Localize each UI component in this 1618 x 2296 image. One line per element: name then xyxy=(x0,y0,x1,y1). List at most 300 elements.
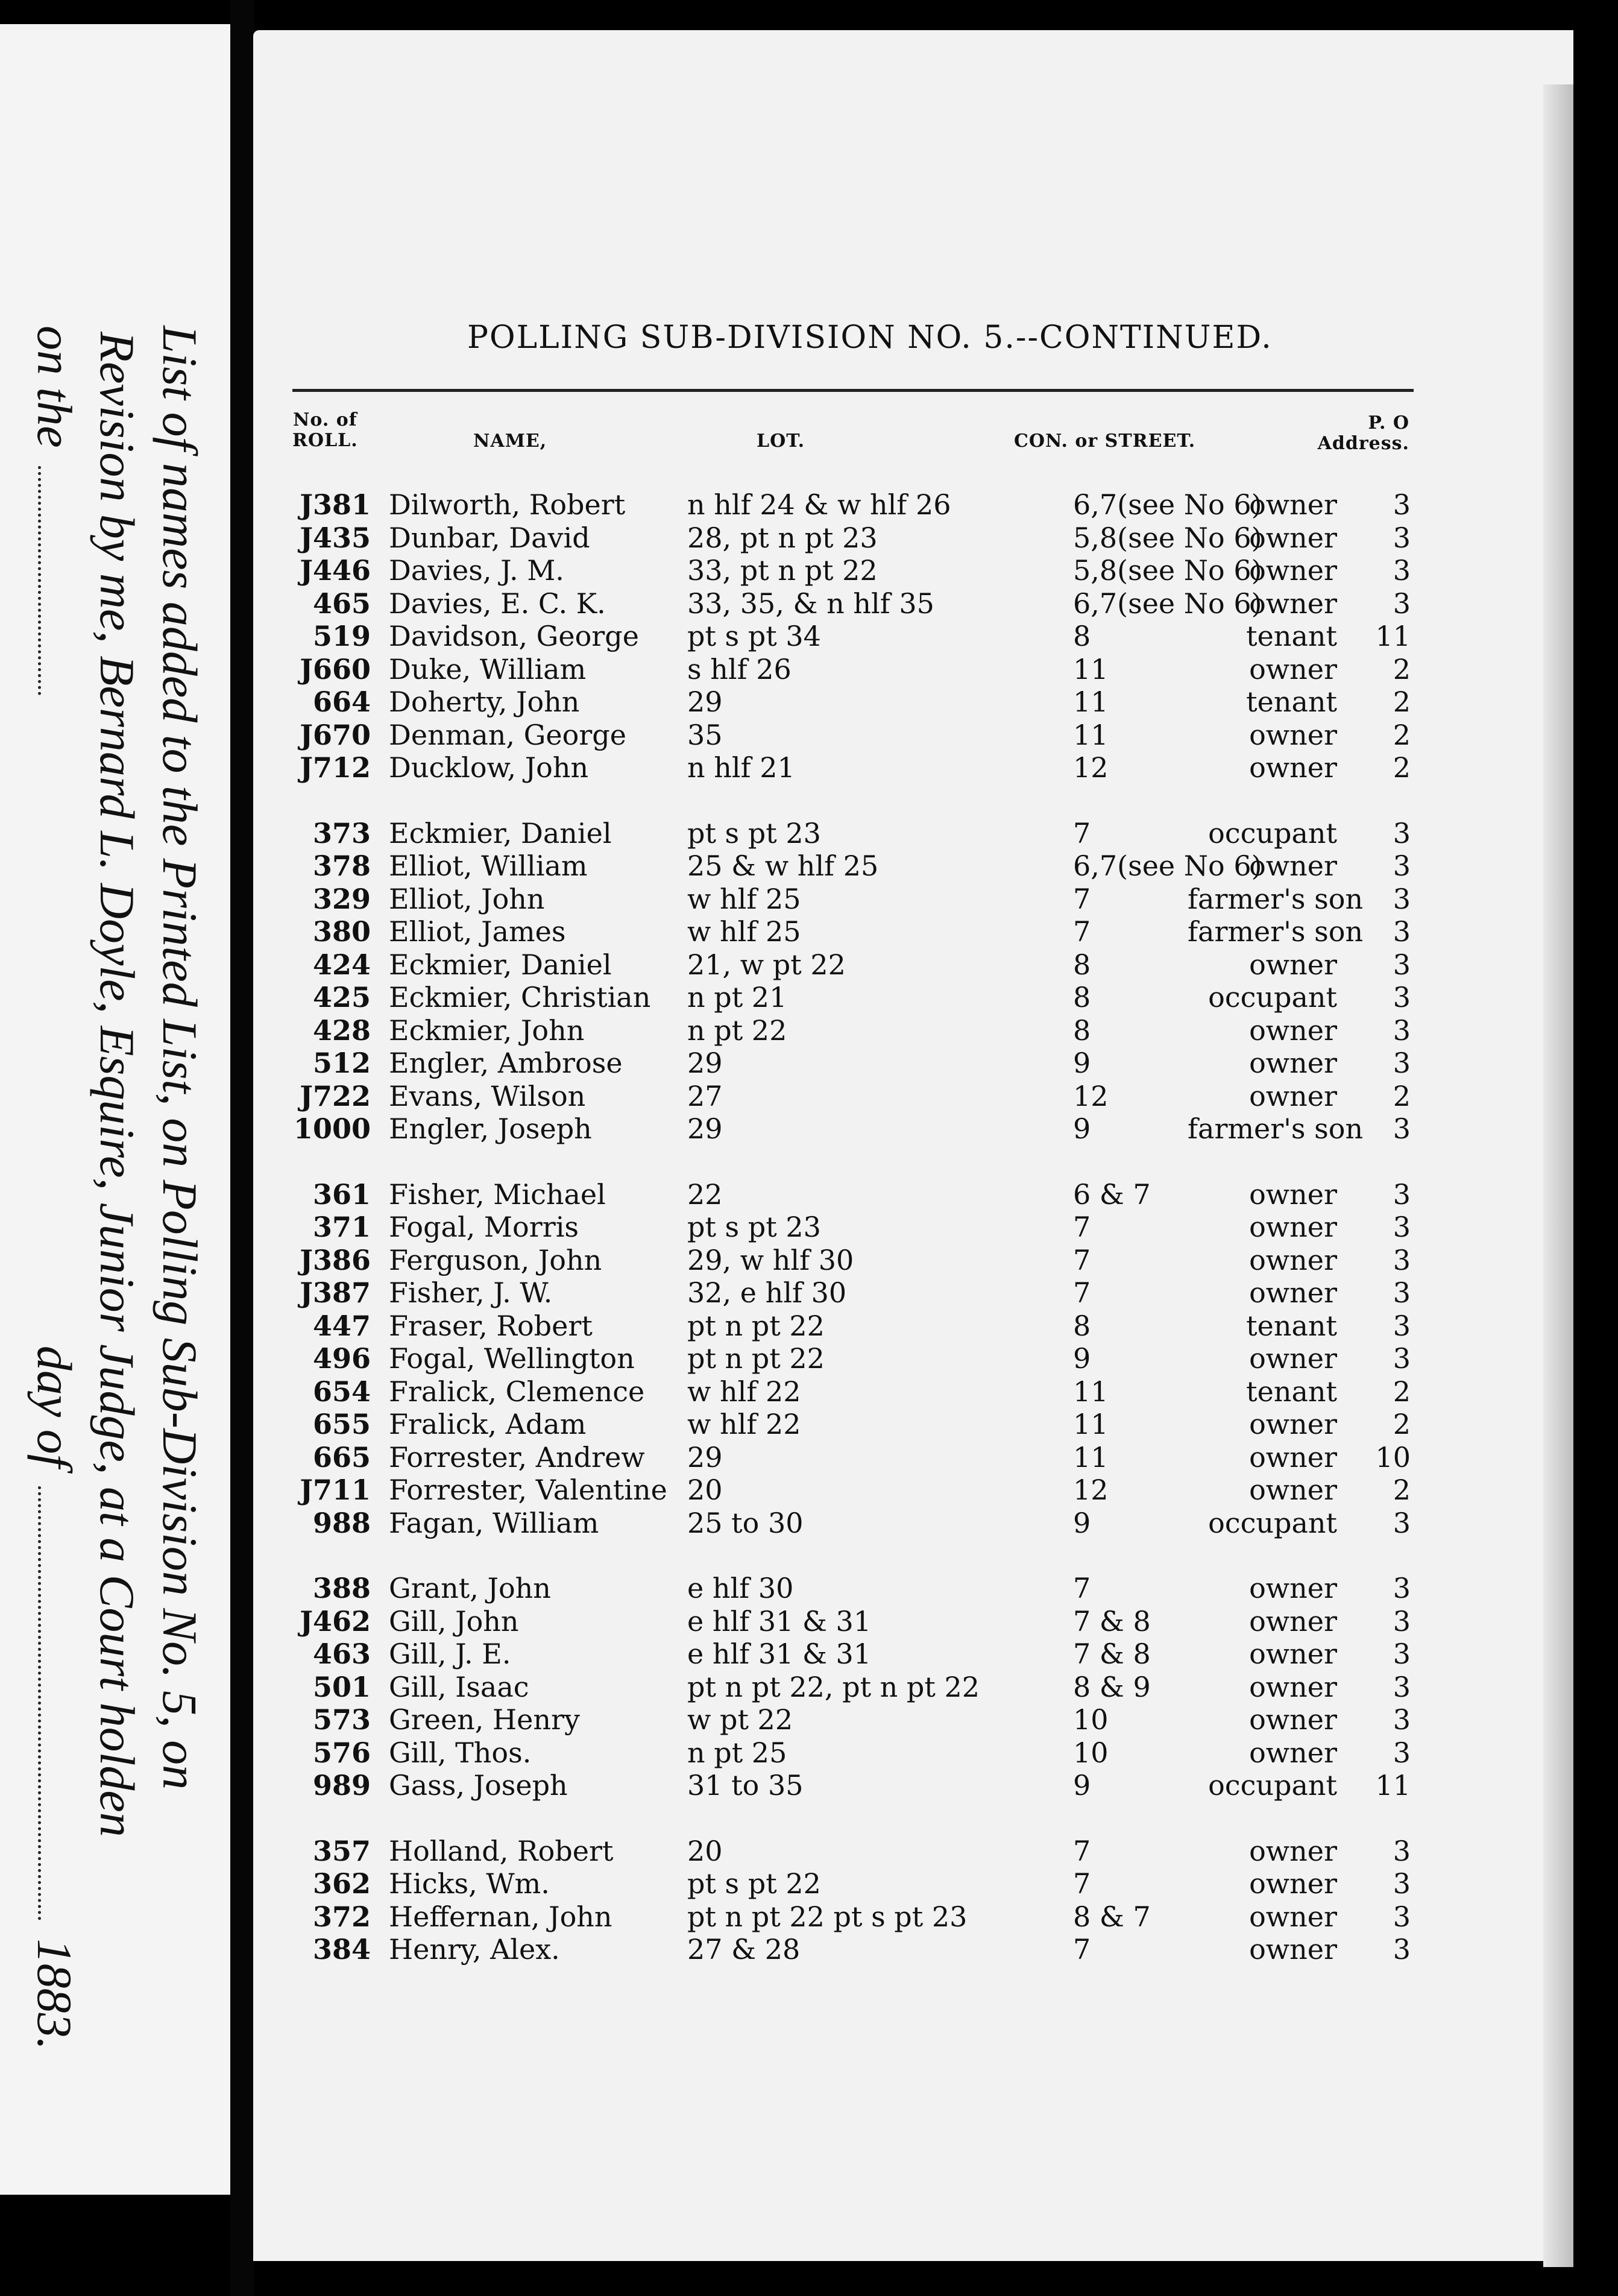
concession: 12 xyxy=(1073,1079,1109,1112)
header-roll xyxy=(292,410,358,451)
concession: 7 xyxy=(1073,1243,1091,1276)
table-row xyxy=(253,587,1573,620)
concession: 11 xyxy=(1073,718,1109,751)
header-name: NAME, xyxy=(473,430,547,452)
po-address: 2 xyxy=(1393,1474,1411,1506)
voter-name: Fogal, Morris xyxy=(389,1211,579,1243)
concession: 7 xyxy=(1073,1211,1091,1243)
table-row xyxy=(253,1408,1573,1441)
lot: 27 xyxy=(687,1079,723,1112)
roll-number: 361 xyxy=(312,1178,371,1211)
revision-note-line-1: List of names added to the Printed List, on Polling Sub-Division No. 5, on xyxy=(153,326,207,1790)
status: owner xyxy=(1249,1670,1337,1703)
roll-number: 501 xyxy=(312,1670,371,1703)
concession: 8 xyxy=(1073,1309,1091,1342)
roll-number: J387 xyxy=(300,1276,371,1309)
concession: 8 & 7 xyxy=(1073,1900,1151,1933)
po-address: 2 xyxy=(1393,652,1411,686)
roll-number: 424 xyxy=(312,948,371,981)
revision-note-line-2: Revision by me, Bernard L. Doyle, Esquire, Junior Judge, at a Court holden xyxy=(90,332,145,1837)
roll-number: 372 xyxy=(312,1900,371,1933)
status: owner xyxy=(1249,751,1337,784)
roll-number: 378 xyxy=(312,850,371,882)
po-address: 3 xyxy=(1393,1276,1411,1309)
concession: 8 xyxy=(1073,1014,1091,1047)
voter-name: Forrester, Valentine xyxy=(389,1474,667,1506)
right-page xyxy=(253,30,1573,2261)
status: owner xyxy=(1249,1408,1337,1440)
lot: 21, w pt 22 xyxy=(687,948,846,981)
table-row xyxy=(253,1441,1573,1474)
table-row xyxy=(253,1835,1573,1868)
roll-number: J386 xyxy=(300,1243,371,1276)
status: owner xyxy=(1249,1211,1337,1243)
lot: 20 xyxy=(687,1474,723,1506)
po-address: 3 xyxy=(1393,1572,1411,1604)
po-address: 3 xyxy=(1393,1506,1411,1539)
po-address: 3 xyxy=(1393,1178,1411,1211)
concession: 8 & 9 xyxy=(1073,1670,1151,1703)
po-address: 10 xyxy=(1375,1440,1411,1474)
status: owner xyxy=(1249,1900,1337,1933)
po-address: 3 xyxy=(1393,554,1411,587)
table-row xyxy=(253,1703,1573,1736)
book-spine xyxy=(230,0,254,2296)
po-address: 2 xyxy=(1393,1375,1411,1408)
concession: 10 xyxy=(1073,1703,1109,1736)
table-row xyxy=(253,751,1573,784)
lot: 32, e hlf 30 xyxy=(687,1276,847,1309)
voter-name: Gass, Joseph xyxy=(389,1769,568,1802)
roll-number: 655 xyxy=(312,1408,371,1440)
lot: 29, w hlf 30 xyxy=(687,1243,854,1276)
table-row xyxy=(253,1342,1573,1375)
table-row xyxy=(253,1474,1573,1507)
status: owner xyxy=(1249,1933,1337,1966)
voter-name: Engler, Joseph xyxy=(389,1112,592,1145)
header-rule xyxy=(292,389,1414,392)
concession: 5,8(see No 6) xyxy=(1073,554,1262,587)
concession: 9 xyxy=(1073,1047,1091,1079)
po-address: 3 xyxy=(1393,981,1411,1014)
po-address: 3 xyxy=(1393,1900,1411,1933)
month-blank xyxy=(38,1486,41,1920)
left-page xyxy=(0,24,230,2195)
table-row xyxy=(253,1769,1573,1802)
roll-number: 329 xyxy=(312,882,371,915)
status: owner xyxy=(1249,1604,1337,1638)
voter-name: Eckmier, John xyxy=(389,1014,585,1047)
lot: pt n pt 22 xyxy=(687,1342,825,1375)
status: tenant xyxy=(1246,1375,1337,1408)
lot: w hlf 25 xyxy=(687,882,801,915)
status: owner xyxy=(1249,587,1337,620)
table-row xyxy=(253,1375,1573,1408)
voter-name: Gill, John xyxy=(389,1604,519,1638)
concession: 11 xyxy=(1073,1440,1109,1474)
po-address: 3 xyxy=(1393,1834,1411,1867)
roll-number: 988 xyxy=(312,1506,371,1539)
roll-number: 496 xyxy=(312,1342,371,1375)
status: owner xyxy=(1249,652,1337,686)
header-po-line-1: P. O xyxy=(1368,412,1409,434)
roll-number: 380 xyxy=(312,915,371,948)
roll-number: 388 xyxy=(312,1572,371,1604)
voter-name: Engler, Ambrose xyxy=(389,1047,623,1079)
concession: 12 xyxy=(1073,1474,1109,1506)
table-row xyxy=(253,1047,1573,1080)
lot: pt s pt 23 xyxy=(687,816,821,850)
status: owner xyxy=(1249,948,1337,981)
table-row xyxy=(253,1638,1573,1671)
voter-name: Henry, Alex. xyxy=(389,1933,560,1966)
table-row xyxy=(253,1867,1573,1900)
voter-name: Elliot, James xyxy=(389,915,566,948)
concession: 8 xyxy=(1073,981,1091,1014)
roll-number: J446 xyxy=(300,554,371,587)
status: farmer's son xyxy=(1188,1112,1364,1145)
table-row xyxy=(253,1310,1573,1343)
status: owner xyxy=(1249,1342,1337,1375)
header-con-or-street: CON. or STREET. xyxy=(1014,430,1196,452)
status: owner xyxy=(1249,1276,1337,1309)
revision-note-line-3 xyxy=(23,326,86,2050)
concession: 9 xyxy=(1073,1506,1091,1539)
voter-name: Davies, E. C. K. xyxy=(389,587,606,620)
voter-name: Fogal, Wellington xyxy=(389,1342,635,1375)
po-address: 3 xyxy=(1393,1342,1411,1375)
roll-number: J435 xyxy=(300,521,371,554)
lot: n hlf 21 xyxy=(687,751,795,784)
roll-number: 512 xyxy=(312,1047,371,1079)
roll-number: J381 xyxy=(300,488,371,521)
status: occupant xyxy=(1208,1769,1337,1802)
po-address: 3 xyxy=(1393,1867,1411,1900)
status: occupant xyxy=(1208,816,1337,850)
po-address: 3 xyxy=(1393,1243,1411,1276)
concession: 6 & 7 xyxy=(1073,1178,1151,1211)
po-address: 3 xyxy=(1393,816,1411,850)
concession: 5,8(see No 6) xyxy=(1073,521,1262,554)
table-row xyxy=(253,620,1573,653)
voter-name: Forrester, Andrew xyxy=(389,1440,645,1474)
status: owner xyxy=(1249,1867,1337,1900)
roll-number: 371 xyxy=(312,1211,371,1243)
voter-name: Fisher, Michael xyxy=(389,1178,606,1211)
po-address: 2 xyxy=(1393,1408,1411,1440)
status: owner xyxy=(1249,554,1337,587)
status: owner xyxy=(1249,521,1337,554)
po-address: 3 xyxy=(1393,915,1411,948)
lot: pt n pt 22 xyxy=(687,1309,825,1342)
po-address: 2 xyxy=(1393,686,1411,718)
lot: e hlf 30 xyxy=(687,1572,794,1604)
table-row xyxy=(253,653,1573,686)
lot: 33, 35, & n hlf 35 xyxy=(687,587,934,620)
table-row xyxy=(253,1671,1573,1704)
revision-note-on-the: on the xyxy=(27,326,82,448)
po-address: 3 xyxy=(1393,882,1411,915)
roll-number: 425 xyxy=(312,981,371,1014)
concession: 7 & 8 xyxy=(1073,1638,1151,1670)
status: owner xyxy=(1249,1047,1337,1079)
concession: 6,7(see No 6) xyxy=(1073,488,1262,521)
voter-name: Fraser, Robert xyxy=(389,1309,593,1342)
lot: n pt 21 xyxy=(687,981,787,1014)
status: owner xyxy=(1249,850,1337,882)
concession: 7 xyxy=(1073,915,1091,948)
voter-name: Davies, J. M. xyxy=(389,554,564,587)
lot: s hlf 26 xyxy=(687,652,792,686)
lot: pt n pt 22, pt n pt 22 xyxy=(687,1670,980,1703)
table-row xyxy=(253,1736,1573,1770)
header-po-address xyxy=(1313,413,1409,454)
roll-number: 362 xyxy=(312,1867,371,1900)
roll-number: 519 xyxy=(312,620,371,652)
status: owner xyxy=(1249,1014,1337,1047)
voter-name: Gill, J. E. xyxy=(389,1638,511,1670)
roll-number: 465 xyxy=(312,587,371,620)
table-row xyxy=(253,817,1573,850)
concession: 7 xyxy=(1073,1867,1091,1900)
table-row xyxy=(253,915,1573,948)
status: owner xyxy=(1249,1243,1337,1276)
lot: n pt 22 xyxy=(687,1014,787,1047)
status: farmer's son xyxy=(1188,882,1364,915)
lot: pt s pt 23 xyxy=(687,1211,821,1243)
page-title: POLLING SUB-DIVISION NO. 5.--CONTINUED. xyxy=(467,320,1273,356)
voter-name: Ducklow, John xyxy=(389,751,589,784)
concession: 9 xyxy=(1073,1112,1091,1145)
lot: w hlf 22 xyxy=(687,1375,801,1408)
table-row xyxy=(253,1211,1573,1244)
lot: pt n pt 22 pt s pt 23 xyxy=(687,1900,968,1933)
lot: n hlf 24 & w hlf 26 xyxy=(687,488,951,521)
voter-name: Fisher, J. W. xyxy=(389,1276,553,1309)
lot: pt s pt 34 xyxy=(687,620,821,652)
lot: 28, pt n pt 23 xyxy=(687,521,878,554)
voter-name: Elliot, William xyxy=(389,850,588,882)
po-address: 3 xyxy=(1393,1703,1411,1736)
roll-number: J722 xyxy=(300,1079,371,1112)
lot: 29 xyxy=(687,1440,723,1474)
status: owner xyxy=(1249,1474,1337,1506)
table-row xyxy=(253,1507,1573,1540)
lot: 31 to 35 xyxy=(687,1769,804,1802)
status: tenant xyxy=(1246,686,1337,718)
table-row xyxy=(253,1178,1573,1211)
date-blank xyxy=(38,466,41,695)
voter-name: Holland, Robert xyxy=(389,1834,614,1867)
po-address: 3 xyxy=(1393,1736,1411,1769)
lot: pt s pt 22 xyxy=(687,1867,821,1900)
concession: 7 xyxy=(1073,1834,1091,1867)
table-row xyxy=(253,1244,1573,1277)
table-row xyxy=(253,1572,1573,1605)
table-row xyxy=(253,1933,1573,1966)
po-address: 3 xyxy=(1393,521,1411,554)
table-row xyxy=(253,1276,1573,1310)
roll-number: 373 xyxy=(312,816,371,850)
status: farmer's son xyxy=(1188,915,1364,948)
roll-number: J711 xyxy=(300,1474,371,1506)
status: tenant xyxy=(1246,1309,1337,1342)
po-address: 3 xyxy=(1393,587,1411,620)
revision-note xyxy=(18,326,211,2074)
lot: w pt 22 xyxy=(687,1703,793,1736)
table-row xyxy=(253,883,1573,916)
table-row xyxy=(253,522,1573,555)
roll-number: 665 xyxy=(312,1440,371,1474)
status: owner xyxy=(1249,1736,1337,1769)
roll-number: 573 xyxy=(312,1703,371,1736)
table-row xyxy=(253,1014,1573,1047)
voter-name: Heffernan, John xyxy=(389,1900,612,1933)
po-address: 3 xyxy=(1393,1047,1411,1079)
concession: 11 xyxy=(1073,1408,1109,1440)
concession: 7 xyxy=(1073,1276,1091,1309)
lot: 29 xyxy=(687,686,723,718)
voter-name: Gill, Isaac xyxy=(389,1670,529,1703)
roll-number: J462 xyxy=(300,1604,371,1638)
status: owner xyxy=(1249,1178,1337,1211)
voter-name: Ferguson, John xyxy=(389,1243,602,1276)
roll-number: J660 xyxy=(300,652,371,686)
voter-name: Elliot, John xyxy=(389,882,545,915)
voter-name: Gill, Thos. xyxy=(389,1736,532,1769)
po-address: 3 xyxy=(1393,948,1411,981)
concession: 7 xyxy=(1073,1933,1091,1966)
po-address: 3 xyxy=(1393,1112,1411,1145)
concession: 6,7(see No 6) xyxy=(1073,850,1262,882)
header-roll-line-2: ROLL. xyxy=(292,430,358,451)
table-row xyxy=(253,719,1573,752)
status: owner xyxy=(1249,718,1337,751)
lot: 29 xyxy=(687,1112,723,1145)
status: owner xyxy=(1249,1440,1337,1474)
roll-number: 664 xyxy=(312,686,371,718)
table-row xyxy=(253,554,1573,587)
lot: 22 xyxy=(687,1178,723,1211)
po-address: 3 xyxy=(1393,1309,1411,1342)
status: owner xyxy=(1249,1572,1337,1604)
lot: 20 xyxy=(687,1834,723,1867)
roll-number: 428 xyxy=(312,1014,371,1047)
voter-name: Dunbar, David xyxy=(389,521,590,554)
voter-name: Doherty, John xyxy=(389,686,580,718)
voter-name: Green, Henry xyxy=(389,1703,580,1736)
lot: w hlf 25 xyxy=(687,915,801,948)
concession: 7 xyxy=(1073,1572,1091,1604)
voter-name: Grant, John xyxy=(389,1572,551,1604)
concession: 7 & 8 xyxy=(1073,1604,1151,1638)
po-address: 2 xyxy=(1393,1079,1411,1112)
table-row xyxy=(253,686,1573,719)
concession: 9 xyxy=(1073,1769,1091,1802)
concession: 8 xyxy=(1073,620,1091,652)
roll-number: J712 xyxy=(300,751,371,784)
roll-number: 989 xyxy=(312,1769,371,1802)
po-address: 3 xyxy=(1393,1638,1411,1670)
status: owner xyxy=(1249,1703,1337,1736)
concession: 8 xyxy=(1073,948,1091,981)
concession: 9 xyxy=(1073,1342,1091,1375)
voter-name: Fralick, Adam xyxy=(389,1408,587,1440)
table-row xyxy=(253,1080,1573,1113)
po-address: 2 xyxy=(1393,718,1411,751)
lot: e hlf 31 & 31 xyxy=(687,1604,872,1638)
po-address: 11 xyxy=(1375,620,1411,652)
concession: 12 xyxy=(1073,751,1109,784)
lot: 33, pt n pt 22 xyxy=(687,554,878,587)
roll-number: J670 xyxy=(300,718,371,751)
voter-name: Dilworth, Robert xyxy=(389,488,626,521)
roll-number: 1000 xyxy=(293,1112,371,1145)
voter-name: Hicks, Wm. xyxy=(389,1867,550,1900)
lot: e hlf 31 & 31 xyxy=(687,1638,872,1670)
table-row xyxy=(253,1900,1573,1934)
lot: 27 & 28 xyxy=(687,1933,801,1966)
po-address: 3 xyxy=(1393,1014,1411,1047)
roll-number: 384 xyxy=(312,1933,371,1966)
voter-name: Evans, Wilson xyxy=(389,1079,586,1112)
status: occupant xyxy=(1208,1506,1337,1539)
roll-number: 654 xyxy=(312,1375,371,1408)
roll-number: 357 xyxy=(312,1834,371,1867)
lot: 25 & w hlf 25 xyxy=(687,850,879,882)
concession: 6,7(see No 6) xyxy=(1073,587,1262,620)
table-row xyxy=(253,981,1573,1014)
table-row xyxy=(253,948,1573,982)
po-address: 2 xyxy=(1393,751,1411,784)
table-row xyxy=(253,1605,1573,1638)
roll-number: 447 xyxy=(312,1309,371,1342)
voter-name: Eckmier, Daniel xyxy=(389,948,612,981)
table-row xyxy=(253,850,1573,883)
voter-name: Denman, George xyxy=(389,718,626,751)
voter-name: Fagan, William xyxy=(389,1506,599,1539)
status: owner xyxy=(1249,1079,1337,1112)
voter-name: Fralick, Clemence xyxy=(389,1375,645,1408)
po-address: 3 xyxy=(1393,1211,1411,1243)
roll-number: 576 xyxy=(312,1736,371,1769)
table-row xyxy=(253,1112,1573,1146)
header-roll-line-1: No. of xyxy=(292,409,357,430)
status: owner xyxy=(1249,1834,1337,1867)
voter-name: Duke, William xyxy=(389,652,587,686)
po-address: 3 xyxy=(1393,1933,1411,1966)
lot: n pt 25 xyxy=(687,1736,787,1769)
status: owner xyxy=(1249,488,1337,521)
concession: 11 xyxy=(1073,1375,1109,1408)
status: occupant xyxy=(1208,981,1337,1014)
concession: 11 xyxy=(1073,652,1109,686)
status: owner xyxy=(1249,1638,1337,1670)
po-address: 11 xyxy=(1375,1769,1411,1802)
status: tenant xyxy=(1246,620,1337,652)
po-address: 3 xyxy=(1393,488,1411,521)
revision-note-year: 1883. xyxy=(27,1938,82,2050)
concession: 11 xyxy=(1073,686,1109,718)
concession: 10 xyxy=(1073,1736,1109,1769)
po-address: 3 xyxy=(1393,1670,1411,1703)
voter-name: Eckmier, Christian xyxy=(389,981,651,1014)
concession: 7 xyxy=(1073,816,1091,850)
roll-number: 463 xyxy=(312,1638,371,1670)
header-lot: LOT. xyxy=(757,430,805,452)
revision-note-day-of: day of xyxy=(27,1345,82,1468)
lot: 25 to 30 xyxy=(687,1506,804,1539)
